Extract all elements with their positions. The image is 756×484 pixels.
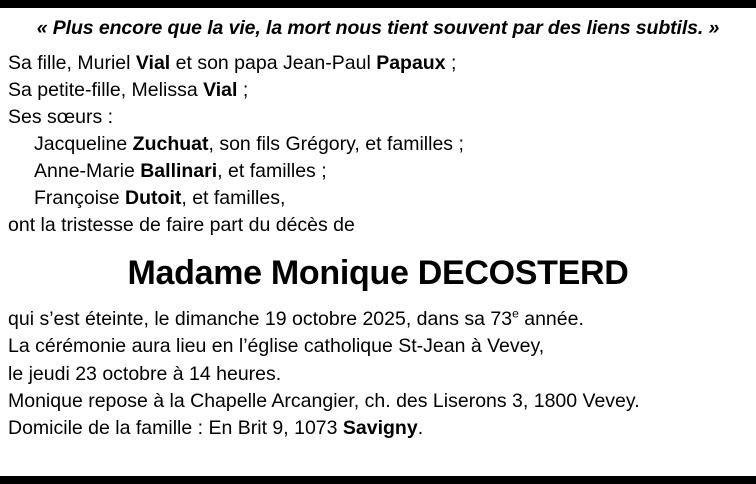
notice-line: Sa petite-fille, Melissa Vial ; <box>8 79 249 102</box>
family-list <box>8 50 748 238</box>
notice-line: Domicile de la famille : En Brit 9, 1073 Savigny. <box>8 417 424 440</box>
notice-line: ont la tristesse de faire part du décès de <box>8 213 355 236</box>
epigraph-quote: « Plus encore que la vie, la mort nous tient souvent par des liens subtils. » <box>36 17 720 39</box>
ceremony-details <box>8 306 748 442</box>
notice-line: Anne-Marie Ballinari, et familles ; <box>34 160 327 182</box>
notice-line: qui s’est éteinte, le dimanche 19 octobre 2025, dans sa 73e année. <box>8 306 584 331</box>
notice-line: La cérémonie aura lieu en l’église catholique St-Jean à Vevey, <box>8 335 545 358</box>
deceased-name: Madame Monique DECOSTERD <box>127 253 629 292</box>
notice-line: Monique repose à la Chapelle Arcangier, ch. des Liserons 3, 1800 Vevey. <box>8 390 640 412</box>
notice-line: le jeudi 23 octobre à 14 heures. <box>8 362 282 385</box>
notice-line: Ses sœurs : <box>8 106 114 129</box>
notice-line: Sa fille, Muriel Vial et son papa Jean-Paul Papaux ; <box>8 52 457 75</box>
notice-line: Jacqueline Zuchuat, son fils Grégory, et familles ; <box>34 133 464 156</box>
notice-line: Françoise Dutoit, et familles, <box>34 186 286 209</box>
